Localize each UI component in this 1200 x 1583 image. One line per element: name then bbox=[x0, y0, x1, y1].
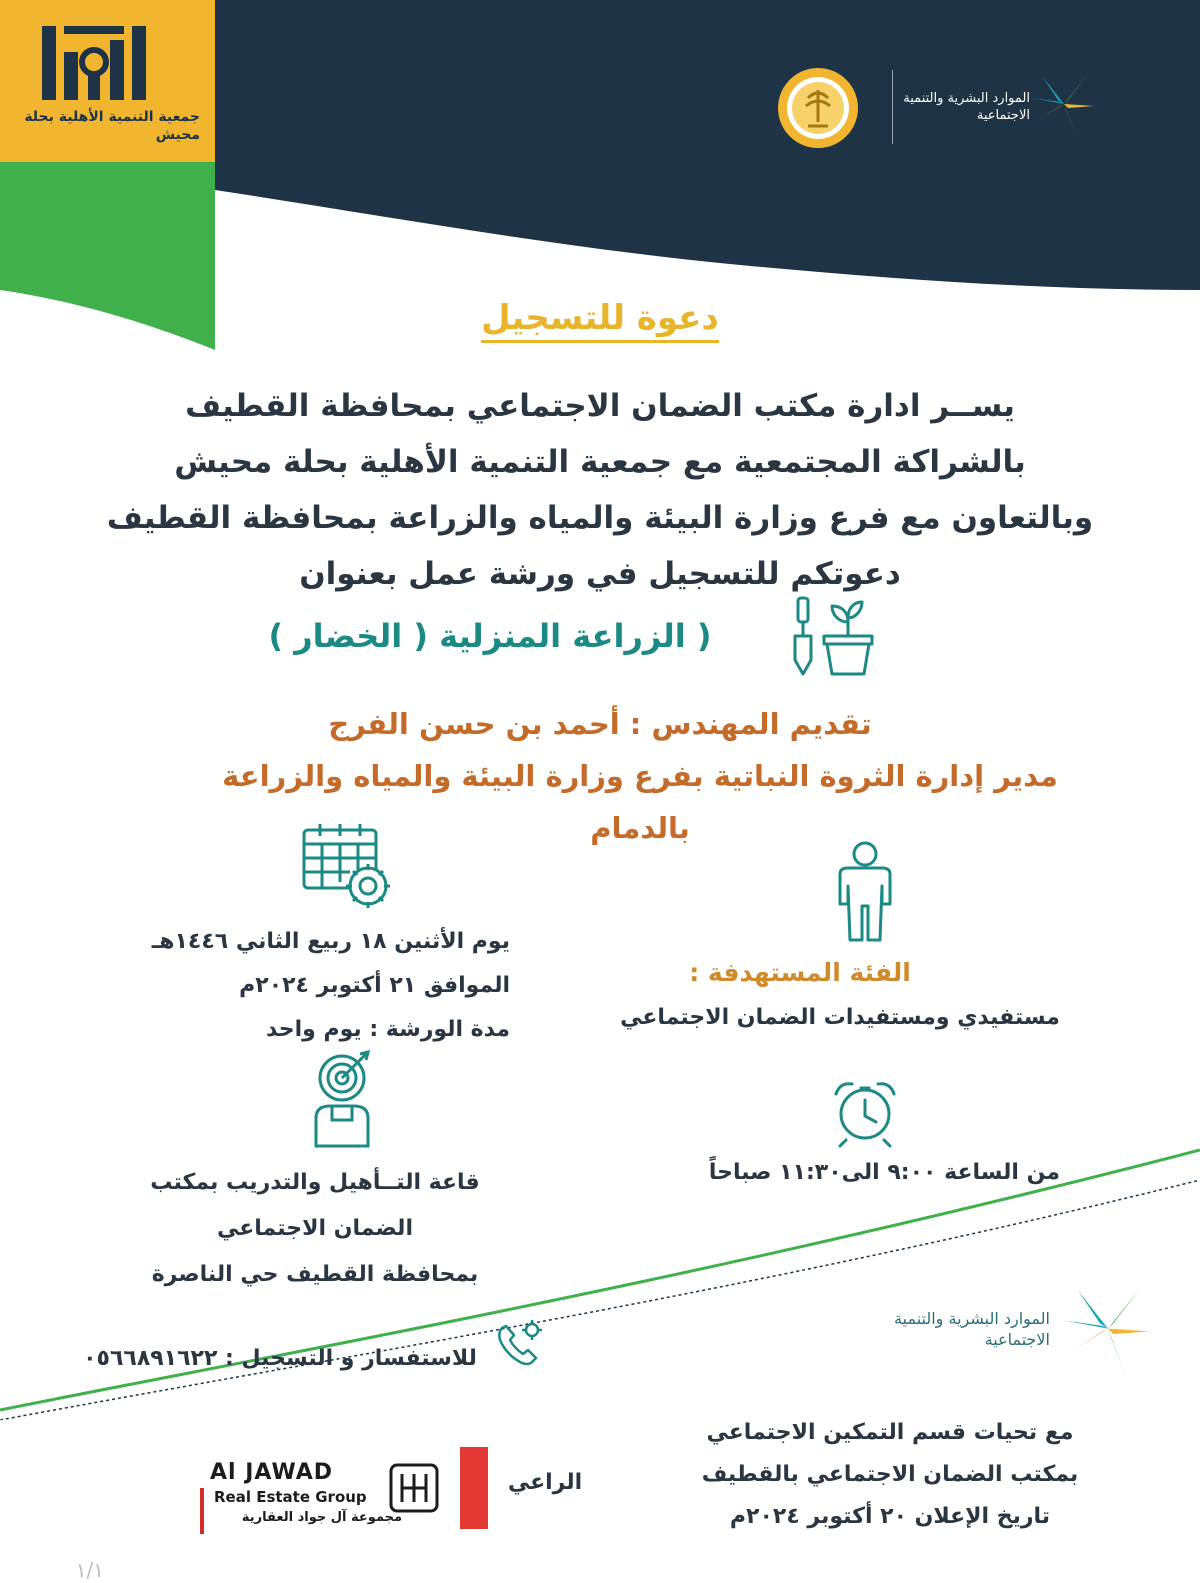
phone-gear-icon[interactable] bbox=[494, 1318, 546, 1370]
intro-line: وبالتعاون مع فرع وزارة البيئة والمياه والزراعة بمحافظة القطيف bbox=[106, 500, 1094, 536]
workshop-title: ( الزراعة المنزلية ( الخضار ) bbox=[268, 617, 712, 655]
venue-line: بمحافظة القطيف حي الناصرة bbox=[151, 1262, 479, 1287]
target-person-icon bbox=[310, 1050, 380, 1148]
intro-line: بالشراكة المجتمعية مع جمعية التنمية الأهلية بحلة محيش bbox=[174, 444, 1026, 480]
gold-emblem-icon bbox=[776, 66, 860, 150]
sponsor-subtitle: Real Estate Group bbox=[214, 1488, 367, 1506]
presenter-title: مدير إدارة الثروة النباتية بفرع وزارة البيئة والمياه والزراعة بالدمام bbox=[222, 759, 1058, 845]
target-audience-label: الفئة المستهدفة : bbox=[689, 958, 911, 987]
greeting-line: مع تحيات قسم التمكين الاجتماعي bbox=[706, 1420, 1074, 1445]
intro-line: دعوتكم للتسجيل في ورشة عمل بعنوان bbox=[299, 556, 901, 592]
association-logo-icon bbox=[38, 22, 150, 104]
intro-line: يســر ادارة مكتب الضمان الاجتماعي بمحافظة القطيف bbox=[185, 388, 1015, 424]
ministry-logo-bottom-icon bbox=[1060, 1282, 1156, 1378]
greeting-block bbox=[650, 1412, 1130, 1538]
contact-info: للاستفسار و التسجيل : ٠٥٦٦٨٩١٦٢٢ bbox=[83, 1346, 477, 1371]
ministry-name-bottom: الموارد البشرية والتنمية الاجتماعية bbox=[894, 1309, 1050, 1349]
date-gregorian: الموافق ٢١ أكتوبر ٢٠٢٤م bbox=[239, 973, 510, 998]
person-icon bbox=[830, 840, 900, 944]
venue-line: قاعة التــأهيل والتدريب بمكتب bbox=[150, 1170, 480, 1195]
greeting-line: بمكتب الضمان الاجتماعي بالقطيف bbox=[701, 1462, 1079, 1487]
date-block bbox=[90, 920, 510, 1052]
ministry-name-top: الموارد البشرية والتنمية الاجتماعية bbox=[903, 91, 1030, 123]
green-banner-shape bbox=[0, 160, 215, 350]
calendar-gear-icon bbox=[300, 820, 400, 918]
navy-banner-shape bbox=[215, 0, 1200, 290]
page-title bbox=[330, 298, 870, 338]
intro-paragraph bbox=[80, 378, 1120, 602]
venue-line: الضمان الاجتماعي bbox=[217, 1216, 413, 1241]
presenter-name: تقديم المهندس : أحمد بن حسن الفرج bbox=[328, 707, 872, 741]
date-hijri: يوم الأثنين ١٨ ربيع الثاني ١٤٤٦هـ bbox=[151, 929, 510, 954]
sponsor-arabic-name: مجموعة آل جواد العقارية bbox=[241, 1510, 403, 1525]
ministry-logo-icon bbox=[1032, 70, 1096, 140]
sponsor-logo bbox=[200, 1458, 460, 1538]
footer-curves bbox=[0, 1140, 1200, 1420]
sponsor-name: Al JAWAD bbox=[210, 1460, 334, 1485]
association-name: جمعية التنمية الأهلية بحلة محيش bbox=[24, 109, 200, 143]
sponsor-accent-bar bbox=[200, 1488, 204, 1534]
shovel-plant-pot-icon bbox=[790, 596, 880, 678]
sponsor-red-bar bbox=[460, 1447, 488, 1529]
alarm-clock-icon bbox=[828, 1078, 902, 1148]
workshop-time: من الساعة ٩:٠٠ الى١١:٣٠ صباحاً bbox=[708, 1160, 1060, 1185]
target-audience-value: مستفيدي ومستفيدات الضمان الاجتماعي bbox=[620, 1005, 1060, 1030]
page-number: ١/١ bbox=[75, 1558, 104, 1582]
logo-divider bbox=[892, 70, 893, 144]
sponsor-label: الراعي bbox=[507, 1470, 583, 1495]
announce-date: تاريخ الإعلان ٢٠ أكتوبر ٢٠٢٤م bbox=[729, 1504, 1051, 1529]
sponsor-monogram-icon bbox=[388, 1462, 440, 1514]
workshop-duration: مدة الورشة : يوم واحد bbox=[266, 1017, 510, 1042]
title-text: دعوة للتسجيل bbox=[481, 298, 719, 343]
